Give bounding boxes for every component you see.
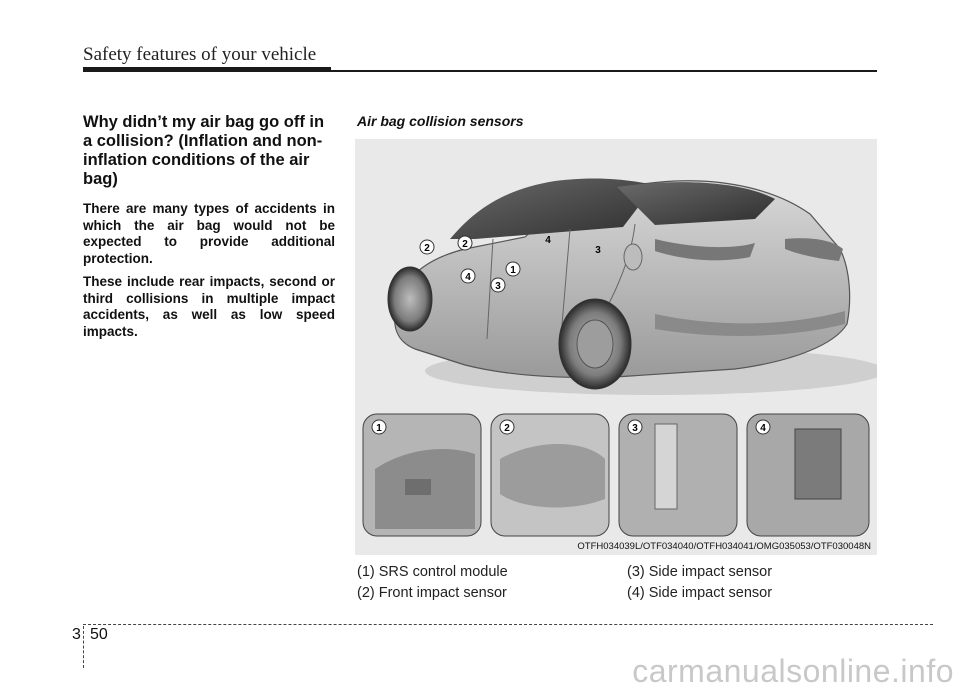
- inset-label: 1: [376, 423, 382, 434]
- section-heading: Why didn’t my air bag go off in a collision? (Inflation and non-inflation conditions of the air bag): [83, 113, 325, 188]
- left-column: [83, 113, 335, 347]
- marker-label: 1: [510, 265, 516, 276]
- inset-label: 4: [760, 423, 766, 434]
- page-number: 50: [90, 626, 108, 643]
- paragraph-2: These include rear impacts, second or third collisions in multiple impact accidents, as well as low speed impacts.: [83, 274, 335, 339]
- paragraph-1: There are many types of accidents in which the air bag would not be expected to provide additional protection.: [83, 201, 335, 266]
- page-header-title: Safety features of your vehicle: [83, 44, 317, 65]
- figure-title: Air bag collision sensors: [357, 113, 524, 129]
- figure-illustration: [355, 139, 877, 555]
- legend-column-2: [627, 562, 772, 604]
- footer-vertical-rule: [83, 626, 84, 668]
- header-rule-thick: [83, 67, 331, 72]
- chapter-number: 3: [72, 626, 81, 643]
- inset-label: 3: [632, 423, 638, 434]
- legend-item-4: (4) Side impact sensor: [627, 585, 773, 601]
- marker-label: 2: [462, 239, 468, 250]
- car-illustration: [355, 139, 877, 555]
- watermark: carmanualsonline.info: [632, 653, 954, 689]
- header-rule-thin: [331, 70, 877, 72]
- marker-label: 3: [595, 245, 601, 256]
- footer-rule: [83, 624, 933, 625]
- legend-item-1: (1) SRS control module: [357, 564, 508, 580]
- marker-label: 4: [465, 272, 471, 283]
- legend-column-1: [357, 562, 508, 604]
- figure-code: OTFH034039L/OTF034040/OTFH034041/OMG035053/OTF030048N: [577, 541, 871, 552]
- marker-label: 4: [545, 235, 551, 246]
- inset-label: 2: [504, 423, 510, 434]
- marker-label: 2: [424, 243, 430, 254]
- legend-item-3: (3) Side impact sensor: [627, 564, 773, 580]
- legend-item-2: (2) Front impact sensor: [357, 585, 507, 601]
- marker-label: 3: [495, 281, 501, 292]
